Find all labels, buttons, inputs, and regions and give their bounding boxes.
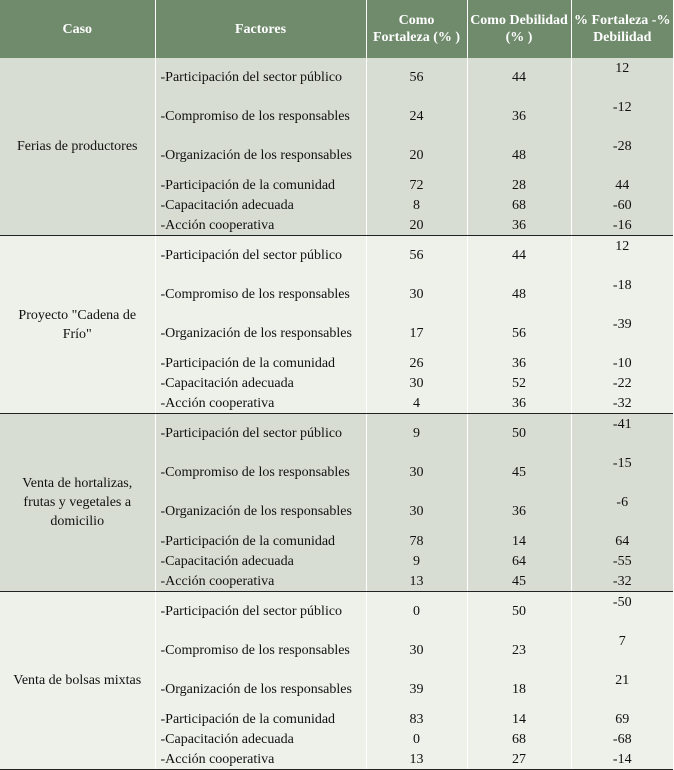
diferencia-cell: -6	[571, 492, 673, 531]
debilidad-cell: 27	[467, 749, 571, 770]
diferencia-cell: -39	[571, 314, 673, 353]
factor-cell: -Organización de los responsables	[155, 492, 366, 531]
fortaleza-cell: 56	[366, 236, 467, 276]
factor-cell: -Capacitación adecuada	[155, 195, 366, 215]
table-header	[0, 0, 673, 58]
fortaleza-cell: 30	[366, 453, 467, 492]
diferencia-cell: 12	[571, 236, 673, 276]
fortaleza-cell: 9	[366, 551, 467, 571]
fortaleza-cell: 30	[366, 275, 467, 314]
factor-cell: -Organización de los responsables	[155, 314, 366, 353]
factor-cell: -Compromiso de los responsables	[155, 453, 366, 492]
debilidad-cell: 68	[467, 195, 571, 215]
fortaleza-cell: 20	[366, 215, 467, 236]
debilidad-cell: 44	[467, 58, 571, 97]
header-debilidad: Como Debilidad (% )	[467, 0, 571, 58]
fortaleza-cell: 26	[366, 353, 467, 373]
debilidad-cell: 68	[467, 729, 571, 749]
debilidad-cell: 48	[467, 136, 571, 175]
debilidad-cell: 48	[467, 275, 571, 314]
header-row	[0, 0, 673, 58]
factor-cell: -Capacitación adecuada	[155, 729, 366, 749]
fortaleza-cell: 83	[366, 709, 467, 729]
factor-cell: -Acción cooperativa	[155, 215, 366, 236]
fortaleza-cell: 4	[366, 393, 467, 414]
fortaleza-cell: 78	[366, 531, 467, 551]
factor-cell: -Participación del sector público	[155, 58, 366, 97]
factor-cell: -Capacitación adecuada	[155, 373, 366, 393]
debilidad-cell: 36	[467, 215, 571, 236]
fortaleza-cell: 13	[366, 571, 467, 592]
factor-cell: -Participación de la comunidad	[155, 353, 366, 373]
diferencia-cell: -68	[571, 729, 673, 749]
diferencia-cell: 7	[571, 631, 673, 670]
diferencia-cell: 69	[571, 709, 673, 729]
fortaleza-cell: 9	[366, 414, 467, 454]
factor-cell: -Compromiso de los responsables	[155, 275, 366, 314]
table-row	[0, 58, 673, 97]
debilidad-cell: 36	[467, 492, 571, 531]
factor-cell: -Compromiso de los responsables	[155, 97, 366, 136]
caso-cell: Venta de hortalizas, frutas y vegetales a domicilio	[0, 414, 155, 592]
diferencia-cell: -12	[571, 97, 673, 136]
factor-cell: -Participación de la comunidad	[155, 709, 366, 729]
diferencia-cell: -15	[571, 453, 673, 492]
table-body	[0, 58, 673, 770]
factor-cell: -Participación de la comunidad	[155, 531, 366, 551]
fortaleza-cell: 24	[366, 97, 467, 136]
diferencia-cell: -50	[571, 592, 673, 632]
diferencia-cell: 64	[571, 531, 673, 551]
fortaleza-cell: 56	[366, 58, 467, 97]
fortaleza-cell: 13	[366, 749, 467, 770]
debilidad-cell: 14	[467, 709, 571, 729]
diferencia-cell: -32	[571, 571, 673, 592]
fortaleza-cell: 0	[366, 729, 467, 749]
debilidad-cell: 23	[467, 631, 571, 670]
debilidad-cell: 45	[467, 453, 571, 492]
diferencia-cell: -55	[571, 551, 673, 571]
diferencia-cell: -18	[571, 275, 673, 314]
fortaleza-cell: 72	[366, 175, 467, 195]
factor-cell: -Participación de la comunidad	[155, 175, 366, 195]
diferencia-cell: 12	[571, 58, 673, 97]
diferencia-cell: -22	[571, 373, 673, 393]
diferencia-cell: -16	[571, 215, 673, 236]
debilidad-cell: 36	[467, 353, 571, 373]
factor-cell: -Organización de los responsables	[155, 670, 366, 709]
fortaleza-cell: 8	[366, 195, 467, 215]
factor-cell: -Participación del sector público	[155, 414, 366, 454]
factor-cell: -Organización de los responsables	[155, 136, 366, 175]
debilidad-cell: 50	[467, 592, 571, 632]
debilidad-cell: 44	[467, 236, 571, 276]
factor-cell: -Participación del sector público	[155, 236, 366, 276]
debilidad-cell: 36	[467, 97, 571, 136]
factor-cell: -Acción cooperativa	[155, 571, 366, 592]
fortaleza-cell: 30	[366, 631, 467, 670]
fortaleza-cell: 30	[366, 492, 467, 531]
factor-cell: -Compromiso de los responsables	[155, 631, 366, 670]
diferencia-cell: -41	[571, 414, 673, 454]
debilidad-cell: 56	[467, 314, 571, 353]
table-row	[0, 236, 673, 276]
fortaleza-cell: 20	[366, 136, 467, 175]
header-caso: Caso	[0, 0, 155, 58]
debilidad-cell: 28	[467, 175, 571, 195]
table-row	[0, 414, 673, 454]
header-fortaleza: Como Fortaleza (% )	[366, 0, 467, 58]
debilidad-cell: 50	[467, 414, 571, 454]
diferencia-cell: -32	[571, 393, 673, 414]
diferencia-cell: -28	[571, 136, 673, 175]
fortaleza-cell: 17	[366, 314, 467, 353]
debilidad-cell: 45	[467, 571, 571, 592]
fortaleza-cell: 0	[366, 592, 467, 632]
header-factores: Factores	[155, 0, 366, 58]
debilidad-cell: 18	[467, 670, 571, 709]
table-row	[0, 592, 673, 632]
fortaleza-cell: 39	[366, 670, 467, 709]
debilidad-cell: 14	[467, 531, 571, 551]
factor-cell: -Acción cooperativa	[155, 749, 366, 770]
caso-cell: Venta de bolsas mixtas	[0, 592, 155, 770]
factor-cell: -Acción cooperativa	[155, 393, 366, 414]
debilidad-cell: 36	[467, 393, 571, 414]
diferencia-cell: -60	[571, 195, 673, 215]
factor-cell: -Capacitación adecuada	[155, 551, 366, 571]
diferencia-cell: 21	[571, 670, 673, 709]
diferencia-cell: -10	[571, 353, 673, 373]
factor-cell: -Participación del sector público	[155, 592, 366, 632]
caso-cell: Ferias de productores	[0, 58, 155, 236]
caso-cell: Proyecto "Cadena de Frío"	[0, 236, 155, 414]
header-diferencia: % Fortaleza -% Debilidad	[571, 0, 673, 58]
diferencia-cell: -14	[571, 749, 673, 770]
diferencia-cell: 44	[571, 175, 673, 195]
debilidad-cell: 64	[467, 551, 571, 571]
fortaleza-cell: 30	[366, 373, 467, 393]
debilidad-cell: 52	[467, 373, 571, 393]
